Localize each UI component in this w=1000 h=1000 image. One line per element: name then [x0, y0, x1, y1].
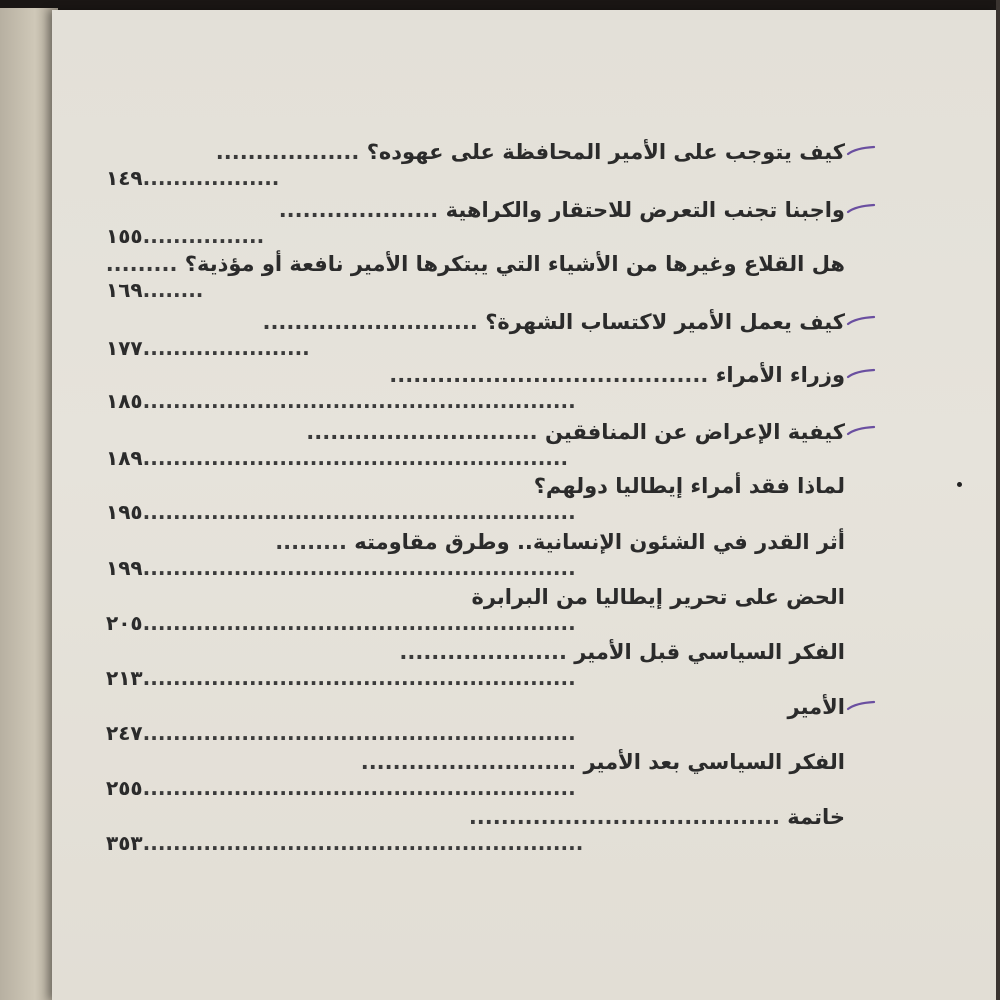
- pen-check-mark: [846, 202, 876, 216]
- toc-page-number: ١٤٩: [106, 166, 143, 190]
- toc-page-leader: ........: [142, 278, 204, 302]
- toc-title-leader: ...........................: [360, 750, 584, 774]
- toc-page-leader: .........................................................: [142, 611, 576, 635]
- toc-page-number: ١٩٩: [106, 556, 143, 580]
- toc-entry-title: [471, 585, 845, 609]
- toc-entry-page: [106, 500, 576, 524]
- toc-page-number: ١٥٥: [106, 224, 143, 248]
- toc-title-leader: ..................: [215, 140, 367, 164]
- toc-entry-page: [106, 224, 264, 248]
- toc-page-number: ٢١٣: [106, 666, 143, 690]
- toc-entry-title: [534, 474, 845, 498]
- toc-entry-page: [106, 776, 576, 800]
- toc-entry-title-text: أثر القدر في الشئون الإنسانية.. وطرق مقاومته: [354, 530, 845, 554]
- toc-entry-title-text: هل القلاع وغيرها من الأشياء التي يبتكرها الأمير نافعة أو مؤذية؟: [184, 252, 845, 276]
- toc-entry-page: [106, 666, 576, 690]
- toc-title-leader: ....................: [278, 198, 446, 222]
- toc-page-number: ١٨٥: [106, 389, 143, 413]
- pen-check-mark: [846, 367, 876, 381]
- pen-check-mark: [846, 144, 876, 158]
- pen-stroke: [848, 317, 874, 324]
- toc-entry-title-text: كيف يعمل الأمير لاكتساب الشهرة؟: [485, 310, 845, 334]
- toc-entry-page: [106, 721, 576, 745]
- toc-page-leader: .........................................................: [142, 556, 576, 580]
- toc-entry-title: [361, 750, 845, 774]
- toc-entry-page: [106, 556, 576, 580]
- toc-entry-title: [106, 252, 845, 276]
- ink-dot: [957, 482, 962, 487]
- toc-entry-title-text: لماذا فقد أمراء إيطاليا دولهم؟: [533, 474, 845, 498]
- toc-entry-title-text: الحض على تحرير إيطاليا من البرابرة: [471, 585, 845, 609]
- toc-entry-page: [106, 278, 203, 302]
- toc-page-leader: .........................................................: [142, 666, 576, 690]
- toc-entry-title: [469, 805, 845, 829]
- toc-page-leader: ................: [142, 224, 265, 248]
- toc-entry-title-text: الفكر السياسي بعد الأمير: [583, 750, 845, 774]
- toc-entry-title-text: وزراء الأمراء: [715, 363, 845, 387]
- toc-entry-page: [106, 611, 576, 635]
- pen-stroke: [848, 370, 874, 377]
- toc-title-leader: ...........................: [262, 310, 486, 334]
- toc-entry-page: [106, 446, 568, 470]
- toc-page-leader: ..................: [142, 166, 280, 190]
- toc-page-leader: .........................................................: [142, 721, 576, 745]
- toc-title-leader: .........: [105, 252, 185, 276]
- pen-stroke: [848, 147, 874, 154]
- toc-title-leader: .............................: [306, 420, 545, 444]
- pen-check-mark: [846, 314, 876, 328]
- toc-entry-title: [306, 420, 845, 444]
- toc-entry-page: [106, 389, 576, 413]
- pen-stroke: [848, 427, 874, 434]
- toc-page-number: ٢٥٥: [106, 776, 143, 800]
- toc-page-leader: .........................................................: [142, 776, 576, 800]
- toc-title-leader: .......................................: [468, 805, 788, 829]
- toc-title-leader: .........: [275, 530, 355, 554]
- toc-entry-title-text: الفكر السياسي قبل الأمير: [574, 640, 845, 664]
- toc-entry-title: [279, 198, 845, 222]
- toc-title-leader: ........................................: [389, 363, 716, 387]
- toc-page-leader: .........................................................: [142, 389, 576, 413]
- toc-entry-title: [389, 363, 845, 387]
- pen-stroke: [848, 702, 874, 709]
- toc-entry-title-text: كيفية الإعراض عن المنافقين: [544, 420, 845, 444]
- toc-page-leader: ......................: [142, 336, 310, 360]
- toc-page-number: ٢٠٥: [106, 611, 143, 635]
- toc-entry-title-text: واجبنا تجنب التعرض للاحتقار والكراهية: [445, 198, 845, 222]
- toc-page-number: ١٨٩: [106, 446, 143, 470]
- toc-entry-title-text: خاتمة: [787, 805, 845, 829]
- toc-page-number: ١٦٩: [106, 278, 143, 302]
- toc-entry-title: [399, 640, 845, 664]
- toc-entry-title-text: الأمير: [787, 695, 845, 719]
- toc-entry-title: [275, 530, 845, 554]
- toc-entry-title-text: كيف يتوجب على الأمير المحافظة على عهوده؟: [366, 140, 845, 164]
- toc-page-leader: ..........................................................: [142, 831, 584, 855]
- pen-check-mark: [846, 699, 876, 713]
- toc-entry-title: [262, 310, 845, 334]
- toc-page-number: ١٩٥: [106, 500, 143, 524]
- toc-entry-page: [106, 336, 310, 360]
- toc-page-number: ١٧٧: [106, 336, 143, 360]
- toc-entry-page: [106, 166, 279, 190]
- toc-entry-title: [216, 140, 845, 164]
- pen-check-mark: [846, 424, 876, 438]
- toc-page-leader: .........................................................: [142, 500, 576, 524]
- toc-page-number: ٣٥٣: [106, 831, 143, 855]
- toc-page-number: ٢٤٧: [106, 721, 143, 745]
- toc-title-leader: .....................: [399, 640, 575, 664]
- toc-page-leader: ........................................................: [142, 446, 569, 470]
- pen-stroke: [848, 205, 874, 212]
- toc-entry-title: [788, 695, 845, 719]
- toc-entry-page: [106, 831, 583, 855]
